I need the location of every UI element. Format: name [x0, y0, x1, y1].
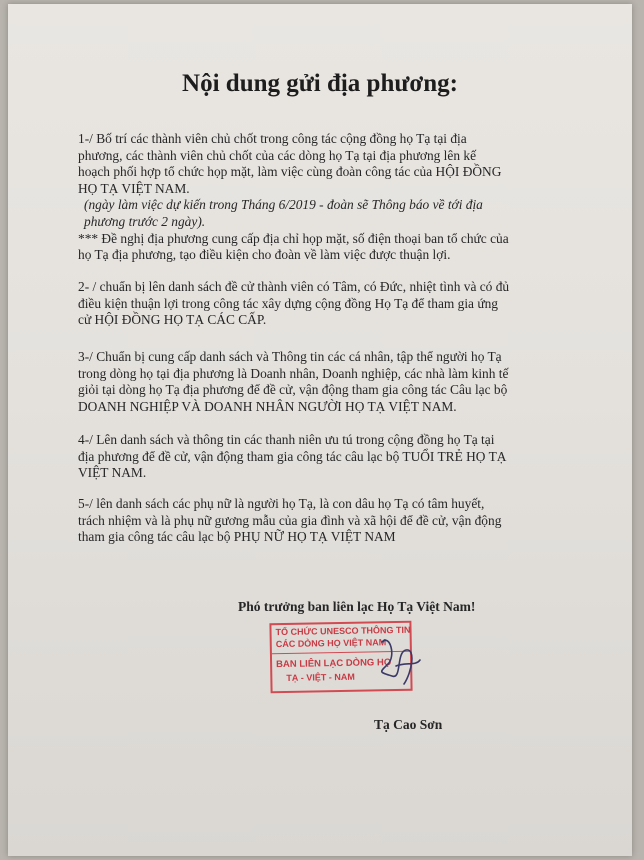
paragraph-3-line: 3-/ Chuẩn bị cung cấp danh sách và Thông tin các cá nhân, tập thể người họ Tạ [78, 349, 502, 364]
handwritten-signature [376, 632, 426, 692]
paragraph-5-line: trách nhiệm và là phụ nữ gương mẫu của gia đình và xã hội để đề cử, vận động [78, 512, 502, 528]
paragraph-4-line: địa phương để đề cử, vận động tham gia công tác câu lạc bộ TUỔI TRẺ HỌ TẠ [78, 448, 507, 464]
paragraph-1-line: hoạch phối hợp tổ chức họp mặt, làm việc cùng đoàn công tác của HỘI ĐỒNG [78, 164, 502, 180]
paragraph-3-line: trong dòng họ tại địa phương là Doanh nhân, Doanh nghiệp, các nhà làm kinh tế [78, 365, 509, 381]
paragraph-3 [78, 349, 598, 415]
request-line: họ Tạ địa phương, tạo điều kiện cho đoàn về làm việc được thuận lợi. [78, 247, 451, 263]
paragraph-2-line: 2- / chuẩn bị lên danh sách đề cử thành viên có Tâm, có Đức, nhiệt tình và có đủ [78, 279, 510, 294]
schedule-note-line: (ngày làm việc dự kiến trong Tháng 6/2019 - đoàn sẽ Thông báo về tới địa [84, 197, 483, 213]
stamp-line: TỔ CHỨC UNESCO THÔNG TIN [275, 624, 411, 638]
paragraph-1-line: 1-/ Bố trí các thành viên chủ chốt trong công tác cộng đồng họ Tạ tại địa [78, 131, 467, 146]
document-page [8, 4, 632, 856]
paragraph-2 [78, 279, 598, 329]
stamp-line: CÁC DÒNG HỌ VIỆT NAM [275, 637, 387, 650]
paragraph-2-line: điều kiện thuận lợi trong công tác xây dựng cộng đồng Họ Tạ để tham gia ứng [78, 295, 499, 311]
paragraph-5 [78, 496, 598, 546]
signatory-title: Phó trưởng ban liên lạc Họ Tạ Việt Nam! [238, 599, 476, 614]
paragraph-1 [78, 131, 598, 264]
paragraph-1-line: HỌ TẠ VIỆT NAM. [78, 180, 190, 196]
paragraph-5-line: 5-/ lên danh sách các phụ nữ là người họ Tạ, là con dâu họ Tạ có tâm huyết, [78, 496, 485, 511]
paragraph-4-line: 4-/ Lên danh sách và thông tin các thanh niên ưu tú trong cộng đồng họ Tạ tại [78, 432, 495, 447]
schedule-note-line: phương trước 2 ngày). [84, 213, 206, 229]
paragraph-3-line: giỏi tại dòng họ Tạ địa phương để đề cử, vận động tham gia công tác Câu lạc bộ [78, 382, 508, 398]
stamp-line: TẠ - VIỆT - NAM [286, 671, 355, 683]
paragraph-5-line: tham gia công tác câu lạc bộ PHỤ NỮ HỌ TẠ VIỆT NAM [78, 529, 396, 545]
document-title: Nội dung gửi địa phương: [182, 70, 458, 97]
paragraph-3-line: DOANH NGHIỆP VÀ DOANH NHÂN NGƯỜI HỌ TẠ VIỆT NAM. [78, 398, 457, 414]
paragraph-4-line: VIỆT NAM. [78, 465, 147, 481]
paragraph-4 [78, 432, 598, 482]
paragraph-2-line: cử HỘI ĐỒNG HỌ TẠ CÁC CẤP. [78, 312, 267, 328]
stamp-line: BAN LIÊN LẠC DÒNG HỌ [276, 657, 392, 671]
request-line: *** Đề nghị địa phương cung cấp địa chỉ họp mặt, số điện thoại ban tổ chức của [78, 230, 509, 246]
signer-name: Tạ Cao Sơn [374, 717, 443, 732]
paragraph-1-line: phương, các thành viên chủ chốt của các dòng họ Tạ tại địa phương lên kế [78, 147, 477, 163]
